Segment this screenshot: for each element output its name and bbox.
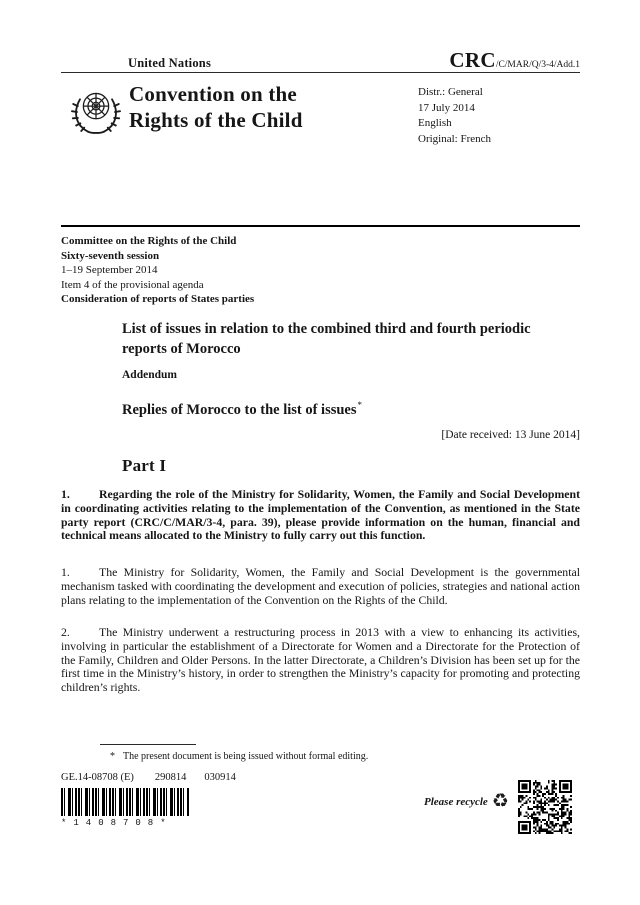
session-block [61,234,580,307]
paragraph-number: 2. [61,625,70,639]
top-header [61,48,580,73]
un-emblem-icon [69,84,123,140]
footer-date-1: 290814 [154,772,187,783]
document-reference-line [61,772,236,783]
footnote-text: The present document is being issued without formal editing. [123,751,369,762]
footnote-reference: * [357,400,363,410]
paragraph-text: Regarding the role of the Ministry for Solidarity, Women, the Family and Social Development in coordinating activities relating to the implementation of the Convention, as mentioned in the State party report (CRC/C/MAR/3-4, para. 39), please provide information on the human, financial and technical means allocated to the Ministry to fully carry out this function. [61,487,580,543]
treaty-title-line1: Convention on the [129,82,297,106]
qr-code [518,780,572,834]
barcode-text: *1408708* [61,818,173,828]
committee-name: Committee on the Rights of the Child [61,235,237,247]
original-language-line: Original: French [418,132,492,145]
document-symbol [449,48,580,73]
treaty-title [129,82,303,133]
masthead-divider [61,225,580,227]
date-line: 17 July 2014 [418,101,475,114]
page-title: List of issues in relation to the combined third and fourth periodic reports of Morocco [122,321,531,357]
question-paragraph [61,488,580,543]
barcode-bars [61,788,189,816]
footer-date-2: 030914 [204,772,236,783]
session-name: Sixty-seventh session [61,249,160,262]
part-heading: Part I [122,456,167,475]
treaty-title-line2: Rights of the Child [129,107,303,132]
date-received: [Date received: 13 June 2014] [441,429,580,441]
paragraph-text: The Ministry underwent a restructuring process in 2013 with a view to enhancing its activities, involving in particular the establishment of a Directorate for Women and a Directorate for the Protection of the Family, Children and Older Persons. In the latter Directorate, a Children’s Division has been set up for the first time in the Ministry’s history, in order to strengthen the Ministry’s capacity for promoting and protecting children’s rights. [61,625,580,695]
session-dates: 1–19 September 2014 [61,264,158,277]
replies-title [122,400,362,419]
footnote [110,751,580,762]
agenda-title: Consideration of reports of States parties [61,293,255,306]
org-name: United Nations [128,56,212,70]
document-symbol-series: CRC [449,48,496,72]
reply-paragraph-1 [61,566,580,607]
agenda-item: Item 4 of the provisional agenda [61,278,204,291]
recycle-icon: ♻ [491,790,509,812]
reply-paragraph-2 [61,626,580,695]
recycle-notice [424,792,509,811]
paragraph-number: 1. [61,487,70,501]
distr-line: Distr.: General [418,86,483,98]
masthead [61,82,580,147]
distribution-block [418,82,580,147]
footnote-marker: * [110,751,115,762]
footnote-divider [100,744,196,745]
addendum-label: Addendum [122,369,177,381]
language-line: English [418,117,452,130]
recycle-label: Please recycle [424,795,488,808]
barcode [61,788,191,828]
replies-title-text: Replies of Morocco to the list of issues [122,401,357,418]
paragraph-text: The Ministry for Solidarity, Women, the Family and Social Development is the governmental mechanism tasked with coordinating the development and execution of policies, strategies and national action plans relating to the implementation of the Convention on the Rights of the Child. [61,565,580,607]
ge-number: GE.14-08708 (E) [61,772,134,783]
document-symbol-number: /C/MAR/Q/3-4/Add.1 [495,60,580,70]
header-divider [61,72,580,73]
paragraph-number: 1. [61,565,70,579]
